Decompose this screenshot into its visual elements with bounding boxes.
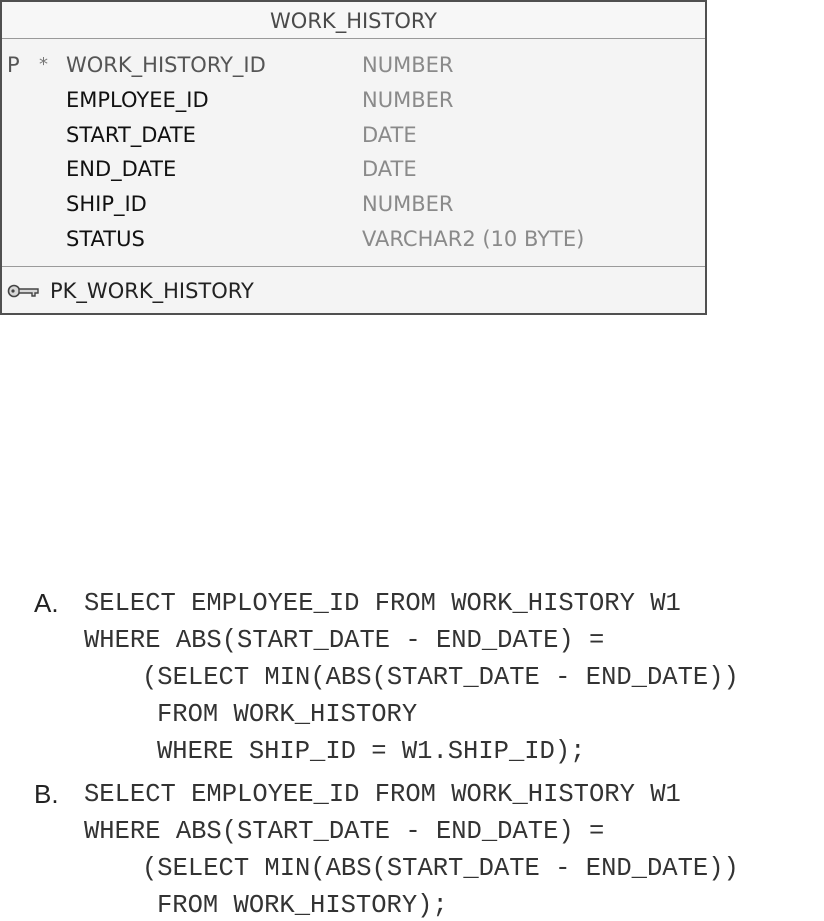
code-line: WHERE SHIP_ID = W1.SHIP_ID); — [157, 737, 586, 766]
table-diagram — [0, 0, 707, 315]
code-line: WHERE ABS(START_DATE - END_DATE) = — [84, 817, 605, 846]
code-line: (SELECT MIN(ABS(START_DATE - END_DATE)) — [142, 854, 739, 883]
code-line: FROM WORK_HISTORY — [157, 700, 418, 729]
column-type: DATE — [362, 123, 417, 147]
mandatory-flag: * — [39, 54, 48, 75]
option-a-label: A. — [34, 588, 59, 618]
column-type: DATE — [362, 157, 417, 181]
code-line: SELECT EMPLOYEE_ID FROM WORK_HISTORY W1 — [84, 780, 681, 809]
column-name: START_DATE — [66, 123, 196, 147]
column-row — [2, 83, 705, 117]
table-title: WORK_HISTORY — [2, 2, 705, 39]
column-row — [2, 222, 705, 256]
key-icon — [7, 282, 43, 300]
column-name: STATUS — [66, 227, 145, 251]
column-name: WORK_HISTORY_ID — [66, 53, 266, 77]
column-name: SHIP_ID — [66, 192, 147, 216]
column-row — [2, 187, 705, 221]
primary-key-name: PK_WORK_HISTORY — [50, 279, 254, 303]
column-row — [2, 48, 705, 82]
code-line: FROM WORK_HISTORY); — [157, 891, 448, 920]
column-row — [2, 152, 705, 186]
column-type: NUMBER — [362, 88, 454, 112]
code-line: SELECT EMPLOYEE_ID FROM WORK_HISTORY W1 — [84, 589, 681, 618]
primary-key-row — [2, 273, 705, 309]
code-line: (SELECT MIN(ABS(START_DATE - END_DATE)) — [142, 663, 739, 692]
column-type: NUMBER — [362, 192, 454, 216]
option-b-label: B. — [34, 779, 59, 809]
column-type: NUMBER — [362, 53, 454, 77]
column-name: EMPLOYEE_ID — [66, 88, 209, 112]
column-type: VARCHAR2 (10 BYTE) — [362, 227, 585, 251]
column-name: END_DATE — [66, 157, 177, 181]
column-row — [2, 118, 705, 152]
primary-key-flag: P — [7, 53, 20, 77]
key-divider — [2, 266, 705, 267]
code-line: WHERE ABS(START_DATE - END_DATE) = — [84, 626, 605, 655]
